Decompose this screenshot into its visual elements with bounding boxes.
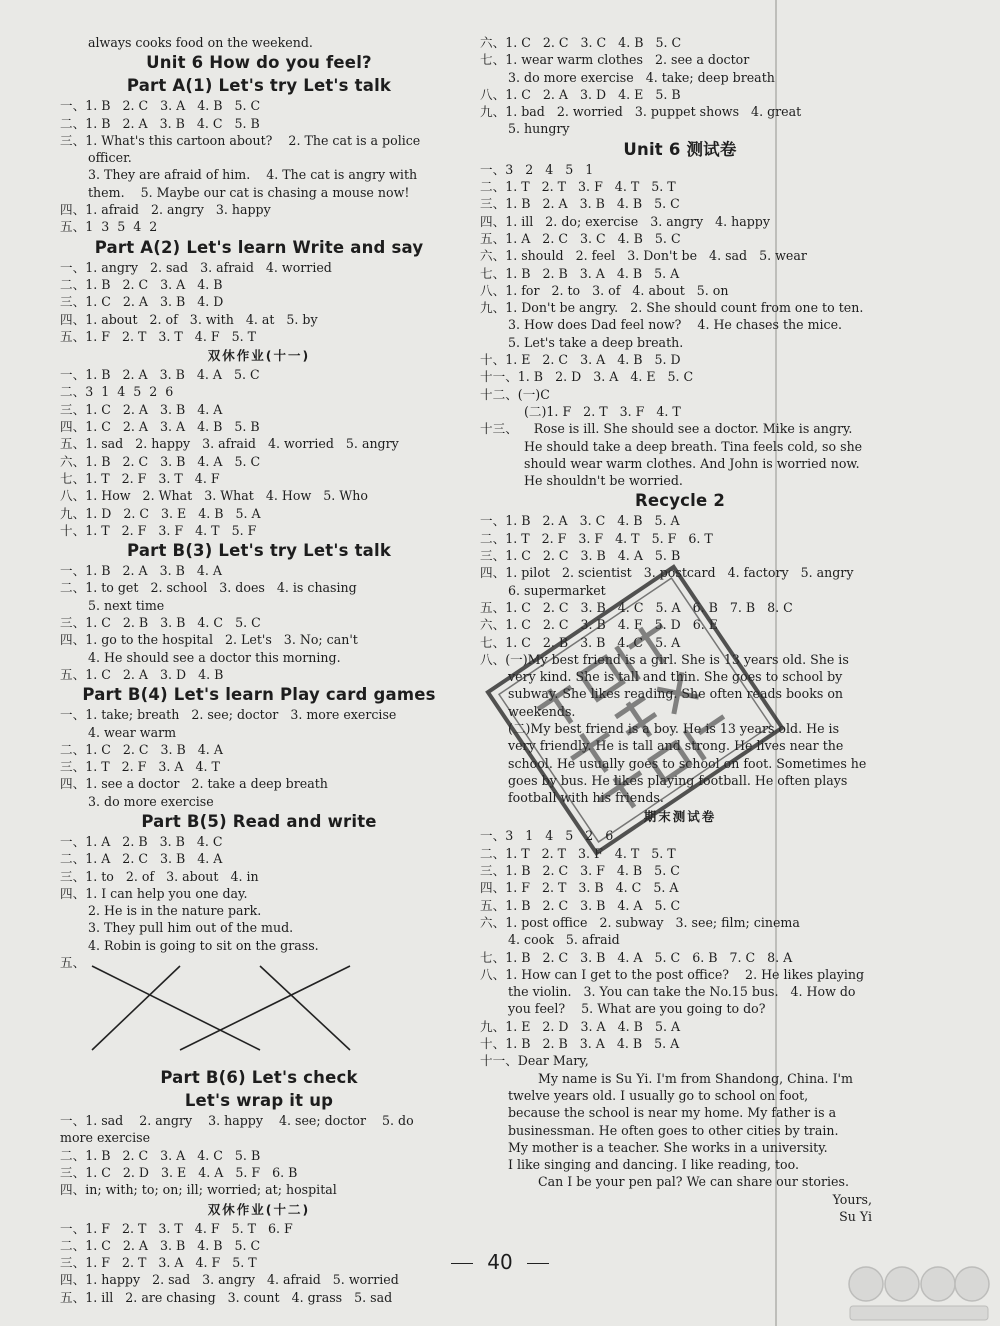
answer-line: 五、1. C 2. A 3. D 4. B bbox=[60, 666, 224, 682]
answer-line: 七、1. T 2. F 3. T 4. F bbox=[60, 470, 220, 486]
answer-line: goes by bus. He likes playing football. He often plays bbox=[508, 772, 848, 788]
answer-line: 三、1. to 2. of 3. about 4. in bbox=[60, 868, 259, 884]
answer-line: 5. hungry bbox=[508, 121, 570, 137]
answer-line: 八、1. How 2. What 3. What 4. How 5. Who bbox=[60, 488, 368, 504]
answer-line: 4. cook 5. afraid bbox=[508, 932, 620, 948]
answer-line: because the school is near my home. My father is a bbox=[508, 1105, 837, 1121]
answer-line: 一、1. sad 2. angry 3. happy 4. see; doctor 5. do bbox=[60, 1113, 414, 1129]
answer-line: 四、1. C 2. A 3. A 4. B 5. B bbox=[60, 419, 260, 435]
answer-line: 十二、(一)C bbox=[480, 386, 550, 402]
answer-line: 一、1. B 2. A 3. C 4. B 5. A bbox=[480, 513, 680, 529]
answer-line: 四、1. see a doctor 2. take a deep breath bbox=[60, 776, 328, 792]
answer-line: subway. She likes reading. She often reads books on bbox=[508, 686, 844, 702]
matching-lines-icon bbox=[60, 954, 380, 1064]
page-number bbox=[420, 1250, 580, 1274]
section-heading: Unit 6 测试卷 bbox=[623, 139, 737, 159]
section-heading: Unit 6 How do you feel? bbox=[146, 53, 372, 73]
answer-line: 2. He is in the nature park. bbox=[88, 903, 262, 919]
answer-line: should wear warm clothes. And John is worried now. bbox=[524, 455, 860, 471]
answer-line: 五、1. F 2. T 3. T 4. F 5. T bbox=[60, 328, 256, 344]
answer-line: 三、1. C 2. B 3. B 4. C 5. C bbox=[60, 615, 261, 631]
answer-line: 二、1. A 2. C 3. B 4. A bbox=[60, 851, 223, 867]
answer-line: Can I be your pen pal? We can share our stories. bbox=[538, 1174, 849, 1190]
answer-line: 五、1. ill 2. are chasing 3. count 4. grass 5. sad bbox=[60, 1289, 393, 1305]
answer-line: businessman. He often goes to other cities by train. bbox=[508, 1122, 839, 1138]
answer-line: 4. Robin is going to sit on the grass. bbox=[88, 937, 319, 953]
answer-line: 五、1. C 2. C 3. B 4. C 5. A 6. B 7. B 8. C bbox=[480, 599, 793, 615]
answer-line: 三、1. C 2. A 3. B 4. D bbox=[60, 294, 224, 310]
answer-column-left bbox=[60, 34, 458, 1306]
section-heading: Part A(1) Let's try Let's talk bbox=[126, 76, 392, 96]
subsection-heading: 双休作业(十一) bbox=[207, 348, 311, 364]
answer-line: He should take a deep breath. Tina feels cold, so she bbox=[524, 438, 863, 454]
subsection-heading: 期末测试卷 bbox=[643, 809, 717, 825]
answer-line: 4. He should see a doctor this morning. bbox=[88, 649, 341, 665]
answer-line: the violin. 3. You can take the No.15 bus. 4. How do bbox=[508, 984, 856, 1000]
answer-line: 三、1. B 2. C 3. F 4. B 5. C bbox=[480, 863, 680, 879]
answer-line: very kind. She is tall and thin. She goes to school by bbox=[508, 669, 843, 685]
answer-line: 五、1 3 5 4 2 bbox=[60, 219, 158, 235]
section-heading: Let's wrap it up bbox=[184, 1091, 334, 1111]
answer-line: always cooks food on the weekend. bbox=[88, 35, 313, 50]
answer-line: 四、1. pilot 2. scientist 3. postcard 4. factory 5. angry bbox=[480, 565, 854, 581]
answer-line: 二、1. B 2. C 3. A 4. B bbox=[60, 276, 223, 292]
answer-line: 一、1. B 2. A 3. B 4. A 5. C bbox=[60, 367, 260, 383]
answer-line: 四、1. about 2. of 3. with 4. at 5. by bbox=[60, 311, 318, 327]
answer-line: 五、1. A 2. C 3. C 4. B 5. C bbox=[480, 230, 681, 246]
answer-line: 一、1. take; breath 2. see; doctor 3. more exercise bbox=[60, 707, 397, 723]
answer-line: 一、1. B 2. C 3. A 4. B 5. C bbox=[60, 98, 261, 114]
answer-line: 十一、1. B 2. D 3. A 4. E 5. C bbox=[480, 369, 694, 385]
answer-line: He shouldn't be worried. bbox=[524, 473, 683, 489]
answer-line: more exercise bbox=[60, 1130, 151, 1146]
answer-line: 九、1. E 2. D 3. A 4. B 5. A bbox=[480, 1018, 681, 1034]
section-heading: Part B(4) Let's learn Play card games bbox=[82, 685, 436, 705]
answer-line: 三、1. T 2. F 3. A 4. T bbox=[60, 759, 220, 775]
answer-line: 六、1. should 2. feel 3. Don't be 4. sad 5. wear bbox=[480, 248, 807, 264]
answer-line: 十、1. T 2. F 3. F 4. T 5. F bbox=[60, 522, 257, 538]
answer-line: 二、1. C 2. A 3. B 4. B 5. C bbox=[60, 1237, 261, 1253]
answer-line: 九、1. bad 2. worried 3. puppet shows 4. great bbox=[480, 104, 802, 120]
section-heading: Part B(5) Read and write bbox=[141, 811, 377, 831]
answer-line: 三、1. C 2. C 3. B 4. A 5. B bbox=[480, 548, 681, 564]
answer-line: 3. do more exercise 4. take; deep breath bbox=[508, 69, 775, 85]
answer-line: 六、1. C 2. C 3. B 4. F 5. D 6. E bbox=[480, 617, 718, 633]
section-heading: Recycle 2 bbox=[634, 491, 726, 511]
answer-line: 十、1. B 2. B 3. A 4. B 5. A bbox=[480, 1036, 680, 1052]
answer-line: 3. do more exercise bbox=[88, 793, 214, 809]
answer-line: 九、1. D 2. C 3. E 4. B 5. A bbox=[60, 505, 261, 521]
answer-line: 一、1. B 2. A 3. B 4. A bbox=[60, 563, 222, 579]
answer-line: 八、1. for 2. to 3. of 4. about 5. on bbox=[480, 282, 729, 298]
answer-line: 一、3 1 4 5 2 6 bbox=[480, 828, 614, 844]
answer-line: (二)My best friend is a boy. He is 13 years old. He is bbox=[508, 720, 840, 736]
answer-line: twelve years old. I usually go to school on foot, bbox=[508, 1087, 809, 1103]
answer-line: 4. wear warm bbox=[88, 724, 177, 740]
answer-line: 八、1. C 2. A 3. D 4. E 5. B bbox=[480, 86, 681, 102]
answer-line: 二、1. T 2. F 3. F 4. T 5. F 6. T bbox=[480, 530, 713, 546]
answer-line: 5. Let's take a deep breath. bbox=[508, 334, 684, 350]
answer-line: 七、1. C 2. B 3. B 4. C 5. A bbox=[480, 634, 681, 650]
answer-line: 3. How does Dad feel now? 4. He chases the mice. bbox=[508, 317, 843, 333]
answer-line: 二、1. to get 2. school 3. does 4. is chasing bbox=[60, 580, 357, 596]
answer-line: 九、1. Don't be angry. 2. She should count from one to ten. bbox=[480, 300, 864, 316]
answer-line: 二、1. B 2. A 3. B 4. C 5. B bbox=[60, 115, 260, 131]
answer-line: 三、1. C 2. D 3. E 4. A 5. F 6. B bbox=[60, 1164, 298, 1180]
answer-line: 六、1. C 2. C 3. C 4. B 5. C bbox=[480, 35, 682, 50]
answer-line: 二、1. T 2. T 3. F 4. T 5. T bbox=[480, 179, 676, 195]
answer-line: 十、1. E 2. C 3. A 4. B 5. D bbox=[480, 352, 681, 368]
answer-line: 二、1. B 2. C 3. A 4. C 5. B bbox=[60, 1147, 261, 1163]
section-heading: Part A(2) Let's learn Write and say bbox=[94, 237, 424, 257]
answer-line: very friendly. He is tall and strong. He lives near the bbox=[508, 738, 844, 754]
answer-line: 三、1. What's this cartoon about? 2. The cat is a police bbox=[60, 132, 421, 148]
answer-line: 四、1. go to the hospital 2. Let's 3. No; can't bbox=[60, 632, 358, 648]
section-heading: Part B(6) Let's check bbox=[160, 1068, 358, 1088]
matching-exercise-label: 五、 bbox=[60, 955, 86, 971]
answer-line: 五、1. B 2. C 3. B 4. A 5. C bbox=[480, 897, 681, 913]
answer-line: 三、1. F 2. T 3. A 4. F 5. T bbox=[60, 1255, 257, 1271]
answer-line: school. He usually goes to school on foot. Sometimes he bbox=[508, 755, 867, 771]
subsection-heading: 双休作业(十二) bbox=[207, 1201, 311, 1217]
answer-line: 六、1. B 2. C 3. B 4. A 5. C bbox=[60, 453, 261, 469]
answer-line: weekends. bbox=[508, 703, 576, 719]
answer-line: 3. They are afraid of him. 4. The cat is angry with bbox=[88, 167, 418, 183]
answer-line: 十一、Dear Mary, bbox=[480, 1053, 589, 1069]
answer-line: 四、1. afraid 2. angry 3. happy bbox=[60, 202, 271, 218]
answer-line: 一、1. A 2. B 3. B 4. C bbox=[60, 833, 223, 849]
site-watermark-logo-icon bbox=[844, 1258, 994, 1324]
answer-line: Su Yi bbox=[839, 1209, 872, 1224]
answer-line: 六、1. post office 2. subway 3. see; film; cinema bbox=[480, 914, 800, 930]
answer-line: 四、1. ill 2. do; exercise 3. angry 4. happy bbox=[480, 213, 770, 229]
answer-line: 二、1. C 2. C 3. B 4. A bbox=[60, 741, 223, 757]
answer-line: football with his friends. bbox=[508, 790, 664, 806]
answer-line: 二、3 1 4 5 2 6 bbox=[60, 384, 174, 400]
answer-line: 3. They pull him out of the mud. bbox=[88, 920, 294, 936]
answer-line: 五、1. sad 2. happy 3. afraid 4. worried 5. angry bbox=[60, 436, 399, 452]
answer-line: 四、in; with; to; on; ill; worried; at; hospital bbox=[60, 1182, 337, 1198]
answer-line: 一、1. angry 2. sad 3. afraid 4. worried bbox=[60, 259, 332, 275]
answer-line: My name is Su Yi. I'm from Shandong, China. I'm bbox=[538, 1070, 853, 1086]
answer-line: 6. supermarket bbox=[508, 582, 606, 598]
answer-line: 一、1. F 2. T 3. T 4. F 5. T 6. F bbox=[60, 1220, 293, 1236]
answer-line: officer. bbox=[88, 150, 132, 166]
answer-line: Yours, bbox=[832, 1191, 872, 1207]
answer-line: 八、(一)My best friend is a girl. She is 13 years old. She is bbox=[480, 651, 849, 667]
answer-line: 四、1. F 2. T 3. B 4. C 5. A bbox=[480, 880, 679, 896]
answer-line: 七、1. wear warm clothes 2. see a doctor bbox=[480, 52, 750, 68]
answer-line: 5. next time bbox=[88, 597, 165, 613]
page-number-text: 40 bbox=[487, 1250, 513, 1274]
answer-line: 八、1. How can I get to the post office? 2. He likes playing bbox=[480, 966, 865, 982]
answer-line: 七、1. B 2. B 3. A 4. B 5. A bbox=[480, 265, 680, 281]
answer-line: My mother is a teacher. She works in a university. bbox=[508, 1139, 828, 1155]
answer-line: 一、3 2 4 5 1 bbox=[480, 161, 594, 177]
matching-exercise bbox=[60, 954, 458, 1066]
answer-line: them. 5. Maybe our cat is chasing a mouse now! bbox=[88, 184, 410, 200]
section-heading: Part B(3) Let's try Let's talk bbox=[126, 541, 392, 561]
answer-line: I like singing and dancing. I like reading, too. bbox=[508, 1157, 799, 1173]
answer-line: you feel? 5. What are you going to do? bbox=[508, 1001, 766, 1017]
answer-line: 三、1. C 2. A 3. B 4. A bbox=[60, 401, 223, 417]
answer-line: 四、1. I can help you one day. bbox=[60, 885, 248, 901]
answer-line: (二)1. F 2. T 3. F 4. T bbox=[524, 403, 681, 419]
answer-line: 四、1. happy 2. sad 3. angry 4. afraid 5. worried bbox=[60, 1272, 399, 1288]
answer-line: 三、1. B 2. A 3. B 4. B 5. C bbox=[480, 196, 680, 212]
answer-line: 二、1. T 2. T 3. F 4. T 5. T bbox=[480, 845, 676, 861]
answer-line: 七、1. B 2. C 3. B 4. A 5. C 6. B 7. C 8. A bbox=[480, 949, 793, 965]
answer-line: 十三、 Rose is ill. She should see a doctor. Mike is angry. bbox=[480, 421, 853, 437]
